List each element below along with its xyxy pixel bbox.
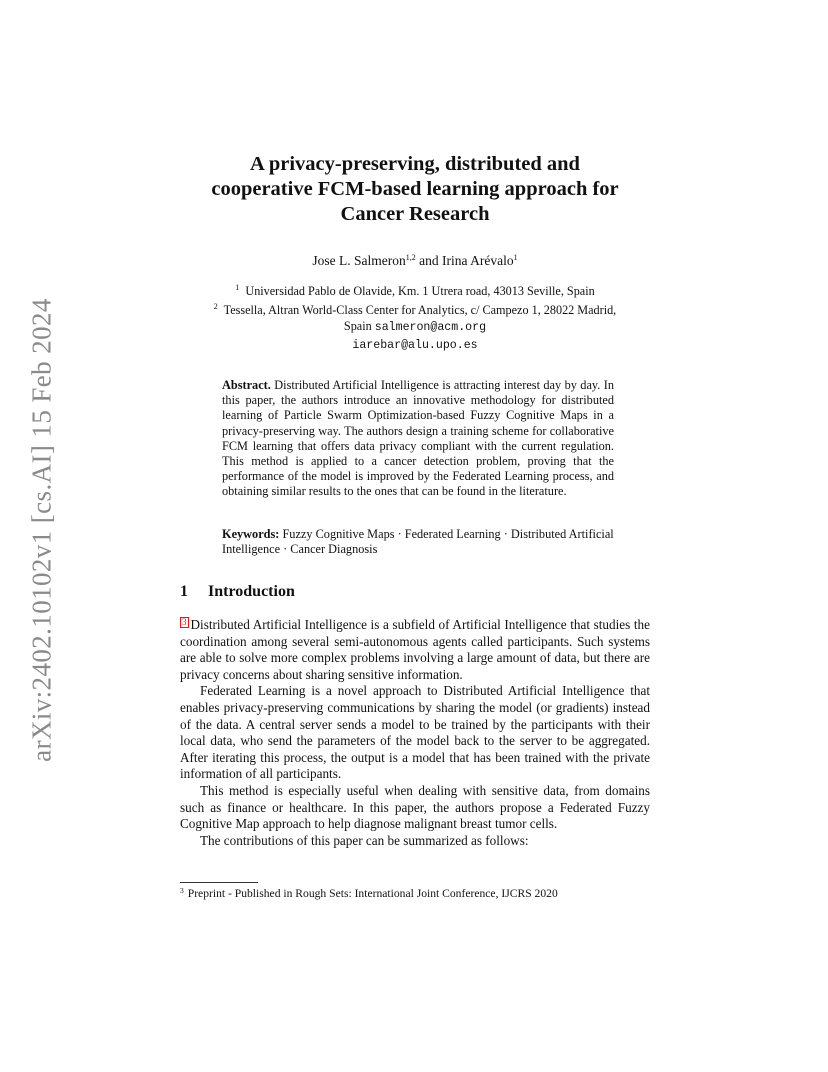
author-affil-sup: 1,2 — [405, 253, 416, 262]
affiliation-text: Universidad Pablo de Olavide, Km. 1 Utrera road, 43013 Seville, Spain — [245, 284, 595, 298]
author-affil-sup: 1 — [513, 253, 518, 262]
title-line: A privacy-preserving, distributed and — [250, 153, 580, 175]
keywords-label: Keywords: — [222, 527, 280, 541]
footnote-sup: 3 — [180, 886, 184, 895]
affiliation-text: Spain — [343, 319, 372, 333]
email-link[interactable]: salmeron@acm.org — [374, 321, 487, 334]
footnote-rule — [180, 882, 258, 883]
paper-title — [180, 152, 650, 227]
body-paragraph — [180, 617, 650, 683]
abstract — [222, 378, 614, 500]
keywords — [222, 527, 614, 557]
footnote-text: Preprint - Published in Rough Sets: International Joint Conference, IJCRS 2020 — [187, 887, 558, 900]
affiliation-line — [180, 299, 650, 318]
section-title: Introduction — [208, 583, 295, 600]
section-body — [180, 617, 650, 849]
author-list — [180, 253, 650, 269]
section-number: 1 — [180, 583, 188, 600]
title-line: cooperative FCM-based learning approach for — [211, 178, 619, 200]
affiliation-sup: 2 — [213, 302, 218, 311]
section-heading — [180, 583, 295, 601]
body-paragraph: Federated Learning is a novel approach to Distributed Artificial Intelligence that enables privacy-preserving communications by sharing the model (or gradients) instead of the data. A central server sends a model to be trained by the participants with their local data, who send the parameters of the model back to the server to be aggregated. After iterating this process, the output is a model that has been trained with the private information of all participants. — [180, 683, 650, 782]
affiliation-sup: 1 — [235, 283, 240, 292]
body-paragraph: The contributions of this paper can be summarized as follows: — [200, 832, 529, 848]
affiliation-line — [180, 318, 650, 336]
arxiv-identifier — [22, 295, 62, 765]
keywords-text: Fuzzy Cognitive Maps · Federated Learning · Distributed Artificial Intelligence · Cancer Diagnosis — [222, 527, 614, 557]
author-name: Irina Arévalo — [442, 253, 514, 268]
author-separator: and — [415, 253, 443, 268]
affiliations — [180, 280, 650, 354]
email-link[interactable]: iarebar@alu.upo.es — [352, 339, 478, 352]
author-name: Jose L. Salmeron — [312, 253, 406, 268]
footnote — [180, 886, 558, 900]
abstract-text: Distributed Artificial Intelligence is attracting interest day by day. In this paper, the authors introduce an innovative methodology for distributed learning of Particle Swarm Optimization-based Fuzzy Cognitive Maps in a privacy-preserving way. The authors design a training scheme for collaborative FCM learning that offers data privacy compliant with the current regulation. This method is applied to a cancer detection problem, proving that the performance of the model is improved by the Federated Learning process, and obtaining similar results to the ones that can be found in the literature. — [222, 378, 614, 499]
body-paragraph: This method is especially useful when dealing with sensitive data, from domains such as finance or healthcare. In this paper, the authors propose a Federated Fuzzy Cognitive Map approach to help diagnose malignant breast tumor cells. — [180, 782, 650, 832]
affiliation-line — [180, 336, 650, 354]
abstract-label: Abstract. — [222, 378, 271, 392]
title-line: Cancer Research — [340, 203, 490, 225]
paragraph-text: Distributed Artificial Intelligence is a subfield of Artificial Intelligence that studies the coordination among several semi-autonomous agents called participants. Such systems are able to solve more complex problems involving a large amount of data, but there are privacy concerns about sharing sensitive information. — [180, 617, 650, 682]
arxiv-identifier-text: arXiv:2402.10102v1 [cs.AI] 15 Feb 2024 — [26, 298, 57, 762]
affiliation-line — [180, 280, 650, 299]
footnote-link[interactable]: 3 — [182, 617, 187, 627]
affiliation-text: Tessella, Altran World-Class Center for Analytics, c/ Campezo 1, 28022 Madrid, — [223, 303, 617, 317]
